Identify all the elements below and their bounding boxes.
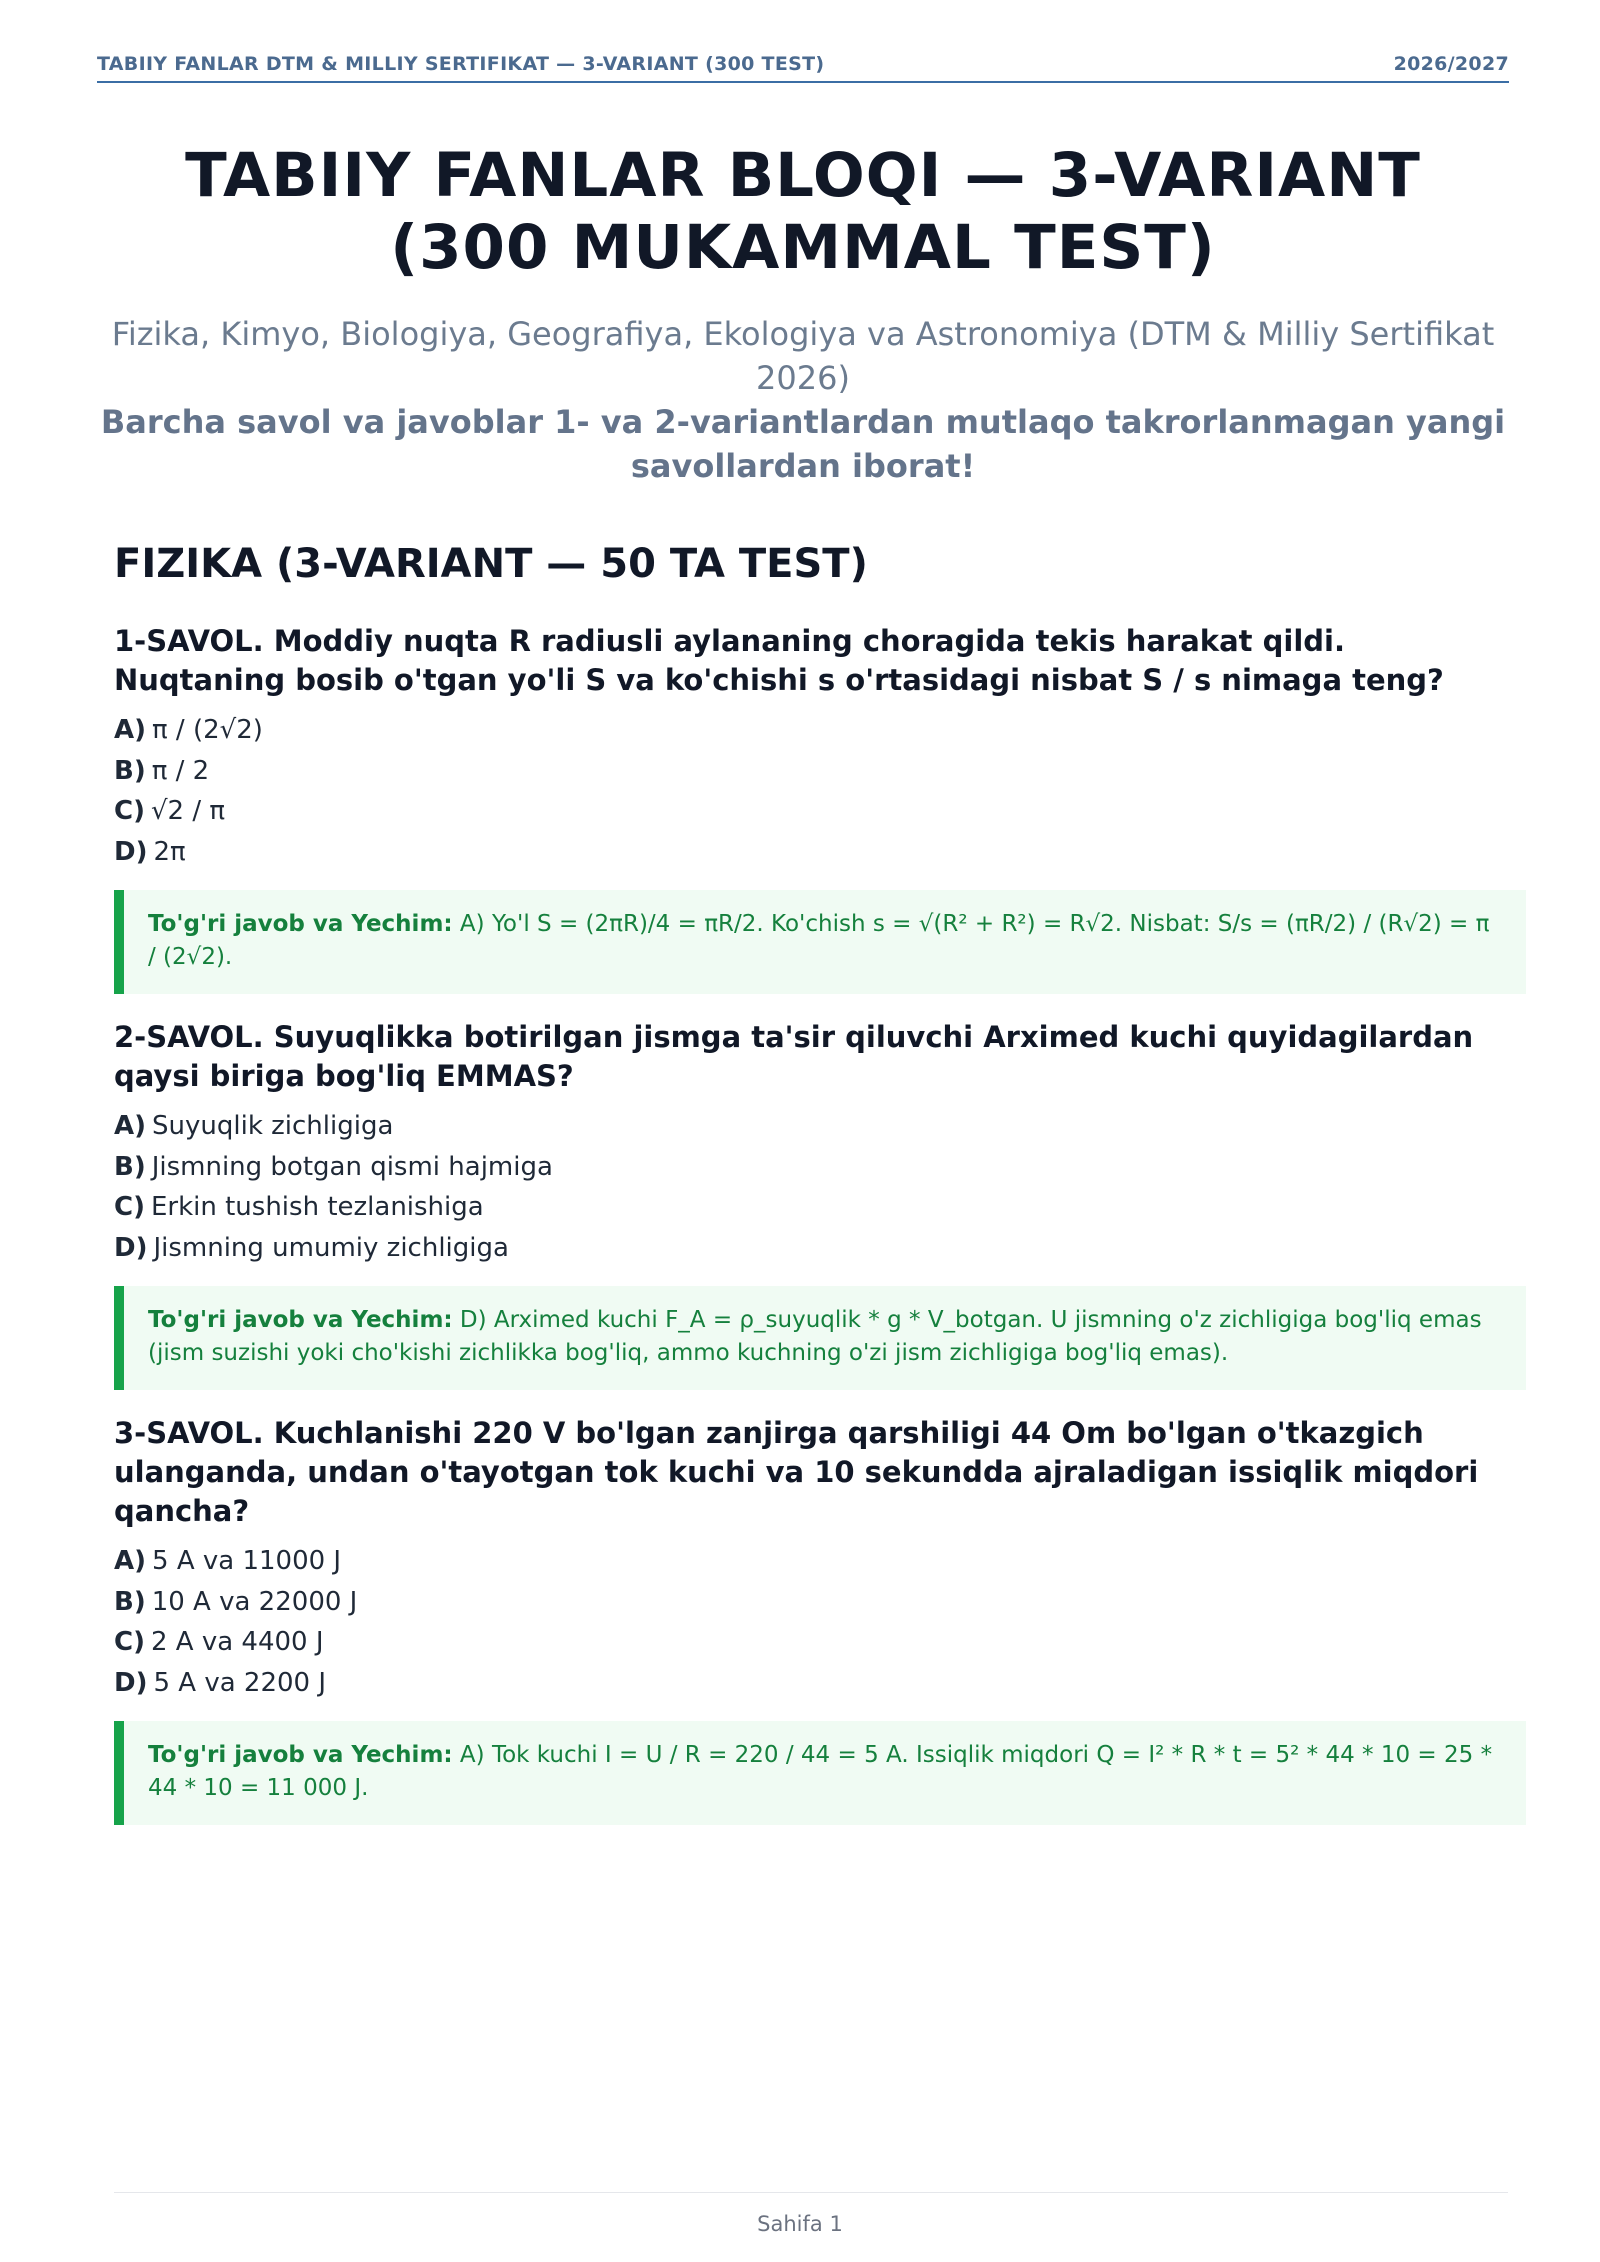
answer-text: D) Arximed kuchi F_A = ρ_suyuqlik * g * V_botgan. U jismning o'z zichligiga bog'liq emas (jism suzishi yoki cho'kishi zichlikka bog'liq, ammo kuchning o'zi jism zichligiga bog'liq emas).: [148, 1307, 1482, 1366]
option-list: [114, 1541, 1526, 1703]
header-year: 2026/2027: [1393, 53, 1509, 75]
option-b: [114, 1147, 1526, 1188]
option-letter: C): [114, 1192, 145, 1222]
question-3: [114, 1414, 1526, 1825]
question-2: [114, 1018, 1526, 1390]
option-c: [114, 1187, 1526, 1228]
document-title: TABIIY FANLAR BLOQI — 3-VARIANT (300 MUKAMMAL TEST): [185, 140, 1421, 283]
option-letter: A): [114, 1111, 147, 1141]
option-text: 5 A va 2200 J: [153, 1667, 327, 1698]
answer-label: To'g'ri javob va Yechim:: [148, 1742, 453, 1768]
header-title: TABIIY FANLAR DTM & MILLIY SERTIFIKAT — 3-VARIANT (300 TEST): [97, 53, 825, 75]
option-text: 2 A va 4400 J: [150, 1627, 324, 1657]
footer-divider: [114, 2192, 1508, 2193]
option-text: 2π: [153, 836, 186, 867]
option-b: [114, 751, 1526, 792]
answer-label: To'g'ri javob va Yechim:: [148, 1307, 453, 1333]
option-d: [114, 1228, 1526, 1269]
option-b: [114, 1582, 1526, 1623]
option-letter: D): [114, 1667, 148, 1698]
option-letter: C): [114, 796, 145, 826]
option-list: [114, 1106, 1526, 1268]
option-c: [114, 791, 1526, 832]
option-text: π / (2√2): [152, 715, 263, 745]
option-text: Jismning umumiy zichligiga: [153, 1232, 509, 1263]
option-text: √2 / π: [150, 796, 226, 826]
option-text: Jismning botgan qismi hajmiga: [151, 1151, 553, 1182]
title-block: [97, 140, 1509, 488]
option-letter: D): [114, 836, 148, 867]
answer-label: To'g'ri javob va Yechim:: [148, 911, 453, 937]
option-letter: B): [114, 1586, 146, 1617]
answer-box: [114, 1286, 1526, 1390]
option-a: [114, 1541, 1526, 1582]
option-text: Erkin tushish tezlanishiga: [150, 1192, 484, 1222]
option-text: 5 A va 11000 J: [152, 1546, 342, 1576]
running-header: [97, 53, 1509, 83]
question-1: [114, 622, 1526, 994]
document-subtitle: Fizika, Kimyo, Biologiya, Geografiya, Ekologiya va Astronomiya (DTM & Milliy Sertifikat 2026): [111, 315, 1495, 397]
answer-text: A) Tok kuchi I = U / R = 220 / 44 = 5 A. Issiqlik miqdori Q = I² * R * t = 5² * 44 * 10 = 25 * 44 * 10 = 11 000 J.: [148, 1742, 1493, 1801]
answer-text: A) Yo'l S = (2πR)/4 = πR/2. Ko'chish s = √(R² + R²) = R√2. Nisbat: S/s = (πR/2) / (R√2) = π / (2√2).: [148, 911, 1490, 970]
option-letter: D): [114, 1232, 148, 1263]
page-number: Sahifa 1: [757, 2212, 843, 2236]
option-a: [114, 710, 1526, 751]
option-d: [114, 1663, 1526, 1704]
section-heading: FIZIKA (3-VARIANT — 50 TA TEST): [114, 541, 868, 587]
content: [114, 536, 1526, 1849]
option-text: π / 2: [151, 755, 210, 786]
question-text: 1-SAVOL. Moddiy nuqta R radiusli aylananing choragida tekis harakat qildi. Nuqtaning bosib o'tgan yo'li S va ko'chishi s o'rtasidagi nisbat S / s nimaga teng?: [114, 624, 1444, 697]
option-d: [114, 832, 1526, 873]
option-list: [114, 710, 1526, 872]
option-text: Suyuqlik zichligiga: [152, 1111, 394, 1141]
option-a: [114, 1106, 1526, 1147]
document-note: Barcha savol va javoblar 1- va 2-variantlardan mutlaqo takrorlanmagan yangi savollardan iborat!: [100, 403, 1506, 485]
option-letter: C): [114, 1627, 145, 1657]
option-letter: A): [114, 1546, 147, 1576]
answer-box: [114, 1721, 1526, 1825]
question-text: 2-SAVOL. Suyuqlikka botirilgan jismga ta'sir qiluvchi Arximed kuchi quyidagilardan qaysi biriga bog'liq EMMAS?: [114, 1020, 1474, 1093]
option-letter: B): [114, 755, 146, 786]
option-text: 10 A va 22000 J: [151, 1586, 358, 1617]
answer-box: [114, 890, 1526, 994]
option-letter: A): [114, 715, 147, 745]
option-letter: B): [114, 1151, 146, 1182]
option-c: [114, 1622, 1526, 1663]
question-text: 3-SAVOL. Kuchlanishi 220 V bo'lgan zanjirga qarshiligi 44 Om bo'lgan o'tkazgich ulanganda, undan o'tayotgan tok kuchi va 10 sekundda ajraladigan issiqlik miqdori qancha?: [114, 1416, 1479, 1528]
